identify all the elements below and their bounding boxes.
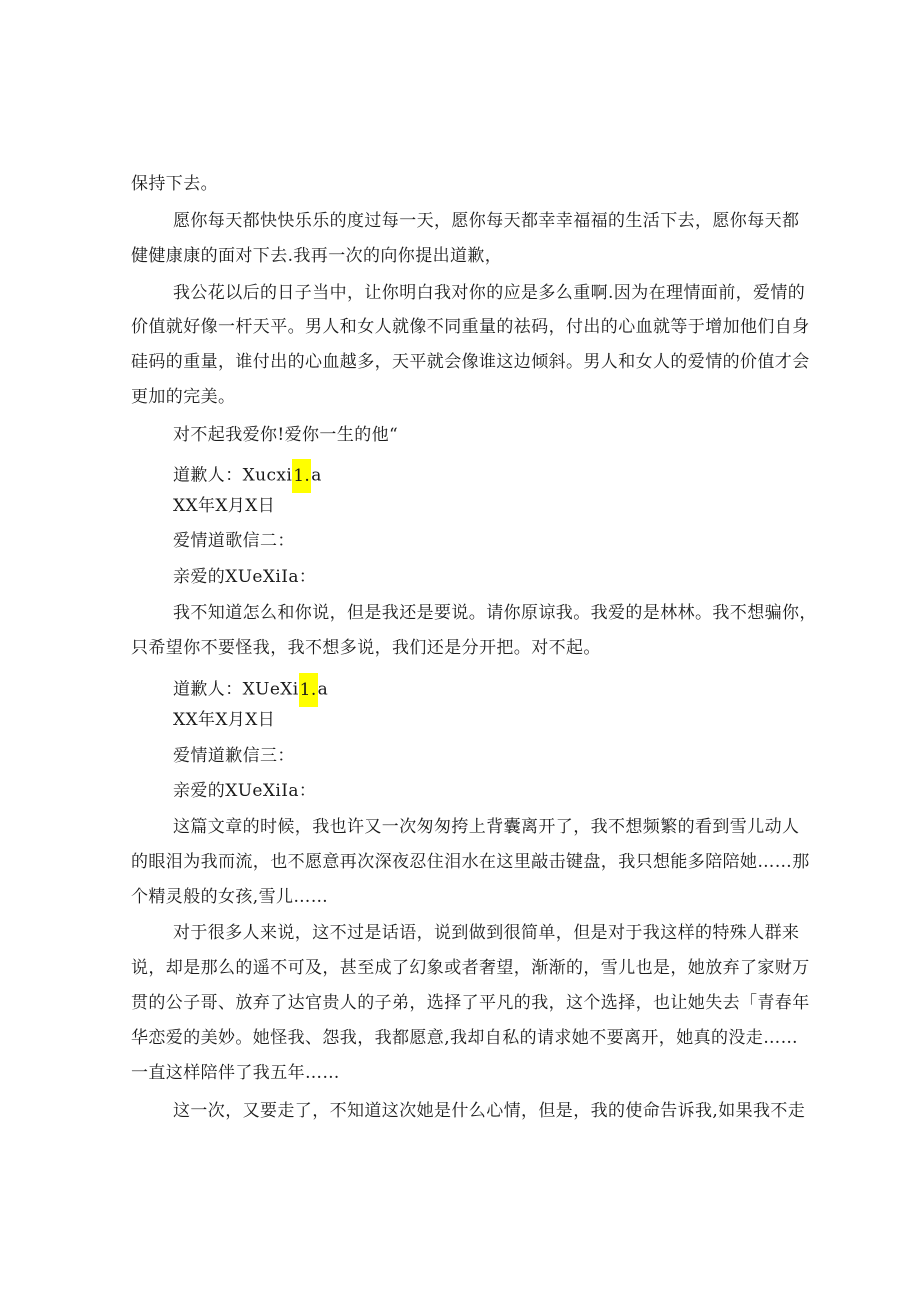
text-line: 硅码的重量，谁付出的心血越多，天平就会像谁这边倾斜。男人和女人的爱情的价值才会 [131, 352, 810, 372]
text-line: 华恋爱的美妙。她怪我、怨我，我都愿意,我却自私的请求她不要离开，她真的没走…… [131, 1028, 799, 1048]
signature-line [173, 673, 328, 707]
text-line: 个精灵般的女孩,雪儿…… [131, 887, 329, 907]
text-line: 愿你每天都快快乐乐的度过每一天，愿你每天都幸幸福福的生活下去，愿你每天都 [173, 211, 800, 231]
signature-suffix: a [311, 465, 322, 486]
text-line: 对不起我爱你!爱你一生的他“ [173, 425, 399, 445]
text-line: 一直这样陪伴了我五年…… [131, 1063, 340, 1083]
section-heading: 爱情道歉信三： [173, 746, 295, 766]
text-line: 价值就好像一杆天平。男人和女人就像不同重量的祛码，付出的心血就等于增加他们自身 [131, 317, 810, 337]
salutation: 亲爱的XUeXiIa： [173, 567, 317, 587]
salutation: 亲爱的XUeXiIa： [173, 781, 317, 801]
text-line: 贯的公子哥、放弃了达官贵人的子弟，选择了平凡的我，这个选择，也让她失去「青春年 [131, 993, 810, 1013]
text-line: 更加的完美。 [131, 387, 236, 407]
text-line: 保持下去。 [131, 174, 218, 194]
text-line: 这一次，又要走了，不知道这次她是什么心情，但是，我的使命告诉我,如果我不走 [173, 1101, 806, 1121]
text-line: 说，却是那么的遥不可及，甚至成了幻象或者奢望，渐渐的，雪儿也是，她放弃了家财万 [131, 958, 810, 978]
section-heading: 爱情道歌信二： [173, 531, 295, 551]
text-line: 健健康康的面对下去.我再一次的向你提出道歉， [131, 246, 503, 266]
date-line: XX年X月X日 [173, 496, 276, 516]
text-line: 对于很多人来说，这不过是话语，说到做到很简单，但是对于我这样的特殊人群来 [173, 923, 800, 943]
text-line: 的眼泪为我而流，也不愿意再次深夜忍住泪水在这里敲击键盘，我只想能多陪陪她……那 [131, 852, 810, 872]
text-line: 只希望你不要怪我，我不想多说，我们还是分开把。对不起。 [131, 638, 601, 658]
signature-line [173, 459, 322, 493]
highlighted-text: 1. [299, 673, 318, 707]
signature-prefix: 道歉人：XUeXi [173, 679, 299, 700]
signature-suffix: a [317, 679, 329, 700]
text-line: 我公花以后的日子当中，让你明白我对你的应是多么重啊.因为在理情面前，爱情的 [173, 283, 806, 303]
text-line: 我不知道怎么和你说，但是我还是要说。请你原谅我。我爱的是林林。我不想骗你， [173, 603, 817, 623]
text-line: 这篇文章的时候，我也许又一次匆匆挎上背囊离开了，我不想频繁的看到雪儿动人 [173, 817, 800, 837]
highlighted-text: 1. [292, 459, 311, 493]
signature-prefix: 道歉人：Xucxi [173, 465, 293, 486]
date-line: XX年X月X日 [173, 710, 276, 730]
